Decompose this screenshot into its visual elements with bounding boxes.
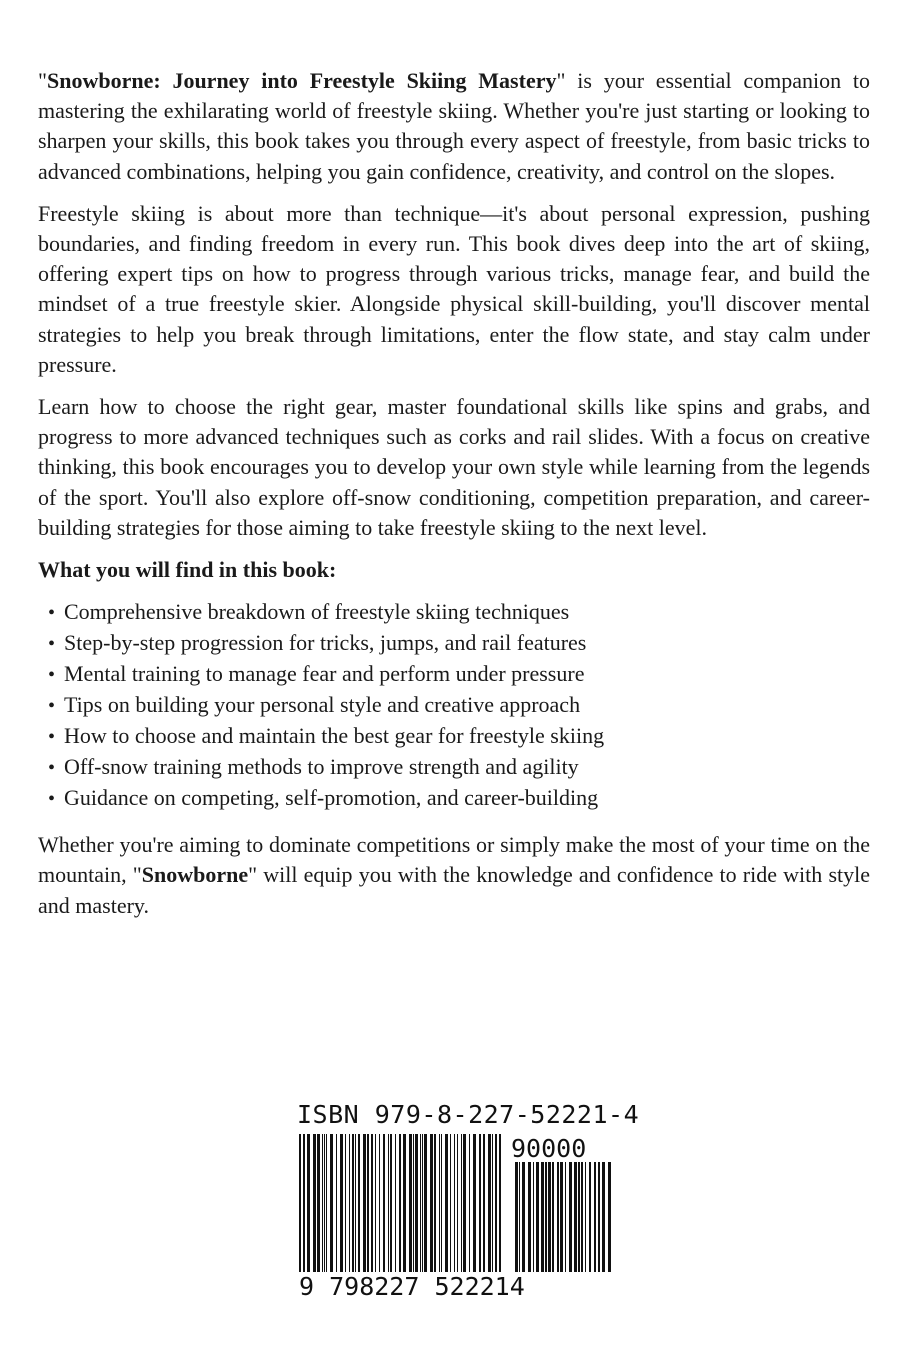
barcode-bar	[345, 1134, 346, 1272]
barcode-bar	[415, 1134, 418, 1272]
barcode-bar	[528, 1162, 531, 1272]
barcode-bar	[488, 1134, 491, 1272]
barcode-bar	[457, 1134, 458, 1272]
barcode-bar	[541, 1162, 544, 1272]
barcode-bar	[322, 1134, 323, 1272]
barcode-bar	[557, 1162, 559, 1272]
barcode-bar	[594, 1162, 596, 1272]
bullet-icon: •	[48, 664, 56, 687]
barcode-bar	[340, 1134, 343, 1272]
barcode-bar	[388, 1134, 389, 1272]
barcode-bar	[349, 1134, 350, 1272]
closing-paragraph: Whether you're aiming to dominate competitions or simply make the most of your time on the mountain, "Snowborne" will equip you with the knowledge and confidence to ride with style and mastery.	[38, 832, 870, 918]
barcode-bar	[589, 1162, 591, 1272]
barcode-bar	[358, 1134, 360, 1272]
bullet-icon: •	[48, 695, 56, 718]
isbn-barcode	[291, 1094, 640, 1304]
barcode-bar	[379, 1134, 380, 1272]
barcode-bar	[383, 1134, 385, 1272]
barcode-bar	[461, 1134, 462, 1272]
barcode-bar	[581, 1162, 583, 1272]
list-item: • Off-snow training methods to improve strength and agility	[48, 752, 870, 783]
barcode-bar	[463, 1134, 466, 1272]
barcode-bar	[479, 1134, 481, 1272]
barcode-bar	[390, 1134, 392, 1272]
barcode-bar	[483, 1134, 485, 1272]
isbn-label: ISBN 979-8-227-52221-4	[297, 1100, 640, 1129]
list-item: • Comprehensive breakdown of freestyle skiing techniques	[48, 597, 870, 628]
bullet-icon: •	[48, 633, 56, 656]
barcode-bar	[522, 1162, 525, 1272]
paragraph-2: Freestyle skiing is about more than technique—it's about personal expression, pushing boundaries, and finding freedom in every run. This book dives deep into the art of skiing, offering expert tips on how to progress through various tricks, manage fear, and build the mindset of a true freestyle skier. Alongside physical skill-building, you'll discover mental strategies to help you break through limitations, enter the flow state, and stay calm under pressure.	[38, 200, 870, 377]
barcode-bar	[403, 1134, 406, 1272]
barcode-bar	[324, 1134, 325, 1272]
features-heading: What you will find in this book:	[38, 557, 337, 583]
paragraph-3: Learn how to choose the right gear, master foundational skills like spins and grabs, and progress to more advanced techniques such as corks and rail slides. With a focus on creative thinking, this book encourages you to develop your own style while learning from the legends of the sport. You'll also explore off-snow conditioning, competition preparation, and career-building strategies for those aiming to take freestyle skiing to the next level.	[38, 394, 870, 540]
barcode-bar	[519, 1162, 520, 1272]
barcode-bar	[578, 1162, 580, 1272]
barcode-bar	[585, 1162, 586, 1272]
barcode-bar	[548, 1162, 551, 1272]
barcode-bar	[413, 1134, 414, 1272]
barcode-bar	[469, 1134, 470, 1272]
barcode-bar	[552, 1162, 554, 1272]
description-text	[38, 66, 870, 933]
barcode-bar	[454, 1134, 455, 1272]
barcode-bar	[375, 1134, 376, 1272]
barcode-bar	[422, 1134, 423, 1272]
barcode-bar	[499, 1134, 501, 1284]
barcode-bar	[313, 1134, 316, 1272]
barcode-bar	[515, 1162, 518, 1272]
barcode-bar	[420, 1134, 421, 1272]
barcode-bar	[317, 1134, 320, 1272]
features-list	[38, 597, 870, 814]
barcode-bar	[363, 1134, 366, 1272]
barcode-bar	[395, 1134, 396, 1272]
intro-paragraph: "Snowborne: Journey into Freestyle Skiing Mastery" is your essential companion to mastering the exhilarating world of freestyle skiing. Whether you're just starting or looking to sharpen your skills, this book takes you through every aspect of freestyle, from basic tricks to advanced combinations, helping you gain confidence, creativity, and control on the slopes.	[38, 68, 870, 184]
barcode-bar	[367, 1134, 369, 1272]
barcode-bar	[326, 1134, 327, 1272]
bullet-icon: •	[48, 757, 56, 780]
barcode-bar	[533, 1162, 534, 1272]
list-item: • How to choose and maintain the best gear for freestyle skiing	[48, 721, 870, 752]
barcode-bar	[399, 1134, 401, 1284]
barcode-bar	[434, 1134, 436, 1272]
barcode-bar	[424, 1134, 427, 1272]
barcode-bar	[574, 1162, 577, 1272]
barcode-bar	[536, 1162, 539, 1272]
list-item: • Tips on building your personal style and creative approach	[48, 690, 870, 721]
barcode-bar	[608, 1162, 611, 1272]
bullet-icon: •	[48, 788, 56, 811]
barcode-bar	[598, 1162, 600, 1272]
barcode-bar	[473, 1134, 476, 1272]
barcode-bar	[545, 1162, 547, 1272]
barcode-bar	[430, 1134, 433, 1272]
barcode-bar	[307, 1134, 310, 1272]
barcode-bar	[409, 1134, 412, 1272]
barcode-bar	[492, 1134, 493, 1272]
book-title: Snowborne: Journey into Freestyle Skiing Mastery	[46, 68, 557, 93]
barcode-bar	[330, 1134, 333, 1272]
barcode-bar	[303, 1134, 305, 1284]
barcode-bar	[495, 1134, 497, 1284]
barcode-bar	[560, 1162, 563, 1272]
barcode-bar	[352, 1134, 354, 1272]
barcode-bar	[450, 1134, 451, 1272]
barcode-bar	[439, 1134, 440, 1272]
barcode-bar	[441, 1134, 442, 1272]
barcode-bar	[299, 1134, 301, 1284]
barcode-bar	[371, 1134, 373, 1272]
barcode-bar	[569, 1162, 572, 1272]
list-item: • Mental training to manage fear and perform under pressure	[48, 659, 870, 690]
price-code: 90000	[511, 1134, 587, 1163]
barcode-digits: 9 798227 522214	[299, 1272, 525, 1301]
barcode-bar	[565, 1162, 566, 1272]
barcode-bar	[336, 1134, 337, 1272]
barcode-bar	[445, 1134, 448, 1272]
bullet-icon: •	[48, 726, 56, 749]
bullet-icon: •	[48, 602, 56, 625]
barcode-bar	[602, 1162, 605, 1272]
barcode-bar	[355, 1134, 356, 1272]
book-title-short: Snowborne	[141, 862, 249, 888]
list-item: • Guidance on competing, self-promotion, and career-building	[48, 783, 870, 814]
list-item: • Step-by-step progression for tricks, jumps, and rail features	[48, 628, 870, 659]
